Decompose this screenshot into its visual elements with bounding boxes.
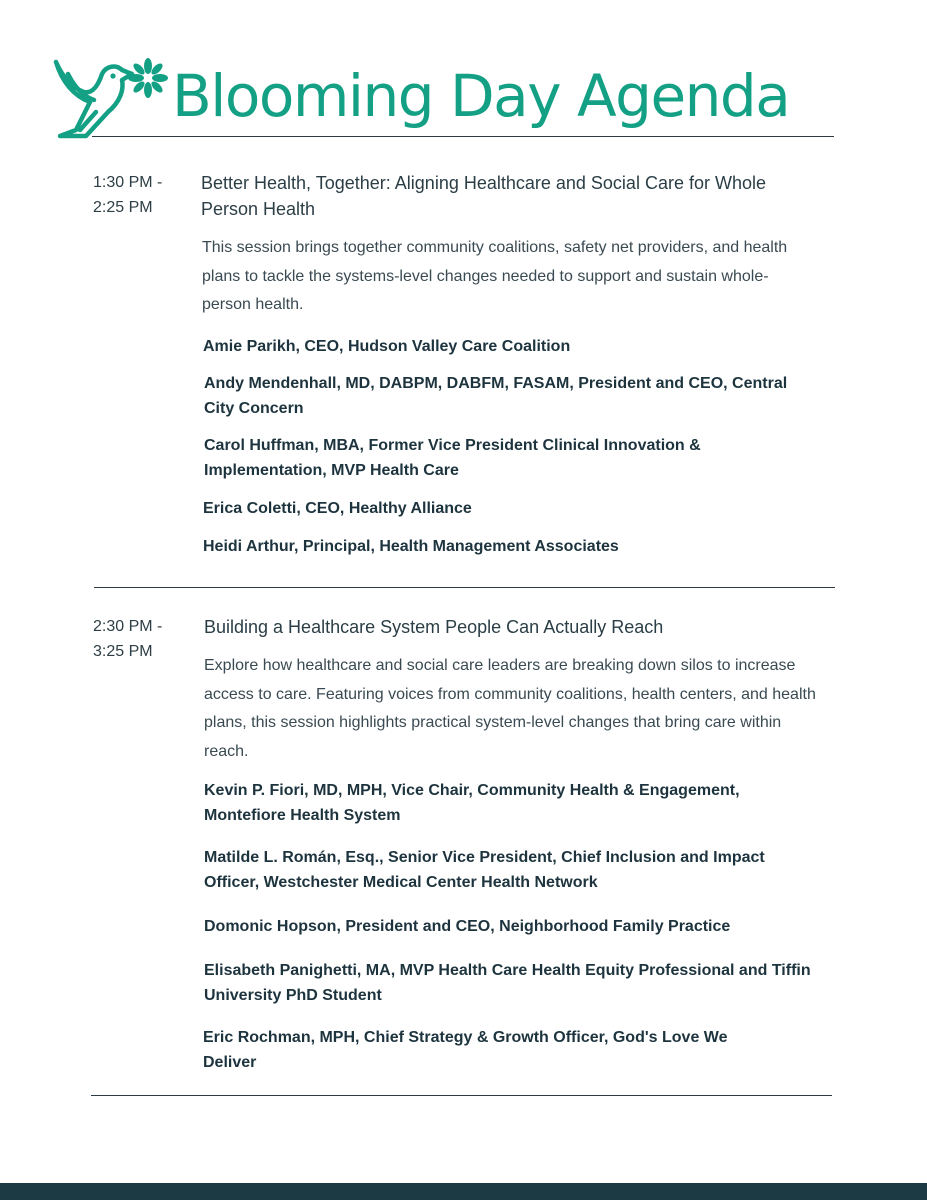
dove-with-flower-icon: [50, 56, 168, 144]
speaker: Amie Parikh, CEO, Hudson Valley Care Coalition: [203, 338, 571, 355]
speaker: Kevin P. Fiori, MD, MPH, Vice Chair, Community Health & Engagement, Montefiore Health System: [204, 782, 740, 824]
session-title: Building a Healthcare System People Can Actually Reach: [204, 617, 664, 637]
footer-bar: [0, 1183, 927, 1200]
session-description: Explore how healthcare and social care leaders are breaking down silos to increase access to care. Featuring voices from community coalitions, health centers, and health plans, this session highlights practical system-level changes that bring care within reach.: [204, 657, 816, 760]
session-time: [93, 170, 193, 220]
speaker: Andy Mendenhall, MD, DABPM, DABFM, FASAM, President and CEO, Central City Concern: [204, 375, 788, 417]
speaker: Eric Rochman, MPH, Chief Strategy & Growth Officer, God's Love We Deliver: [203, 1029, 728, 1071]
speaker: Domonic Hopson, President and CEO, Neighborhood Family Practice: [204, 918, 731, 935]
page-title: Blooming Day Agenda: [172, 62, 790, 130]
session-time-end: 3:25 PM: [93, 643, 153, 660]
session-time-start: 2:30 PM -: [93, 618, 163, 635]
speaker: Erica Coletti, CEO, Healthy Alliance: [203, 500, 472, 517]
title-divider: [92, 136, 834, 137]
session-time: [93, 614, 193, 664]
speaker: Heidi Arthur, Principal, Health Management Associates: [203, 538, 619, 555]
section-divider: [91, 1095, 832, 1096]
session-title: Better Health, Together: Aligning Healthcare and Social Care for Whole Person Health: [201, 173, 766, 219]
session-time-end: 2:25 PM: [93, 199, 153, 216]
session-time-start: 1:30 PM -: [93, 174, 163, 191]
speaker: Carol Huffman, MBA, Former Vice President Clinical Innovation & Implementation, MVP Health Care: [204, 437, 701, 479]
section-divider: [94, 587, 835, 588]
speaker: Elisabeth Panighetti, MA, MVP Health Care Health Equity Professional and Tiffin University PhD Student: [204, 962, 811, 1004]
speaker: Matilde L. Román, Esq., Senior Vice President, Chief Inclusion and Impact Officer, Westchester Medical Center Health Network: [204, 849, 765, 891]
session-description: This session brings together community coalitions, safety net providers, and health plans to tackle the systems-level changes needed to support and sustain whole-person health.: [202, 239, 788, 313]
